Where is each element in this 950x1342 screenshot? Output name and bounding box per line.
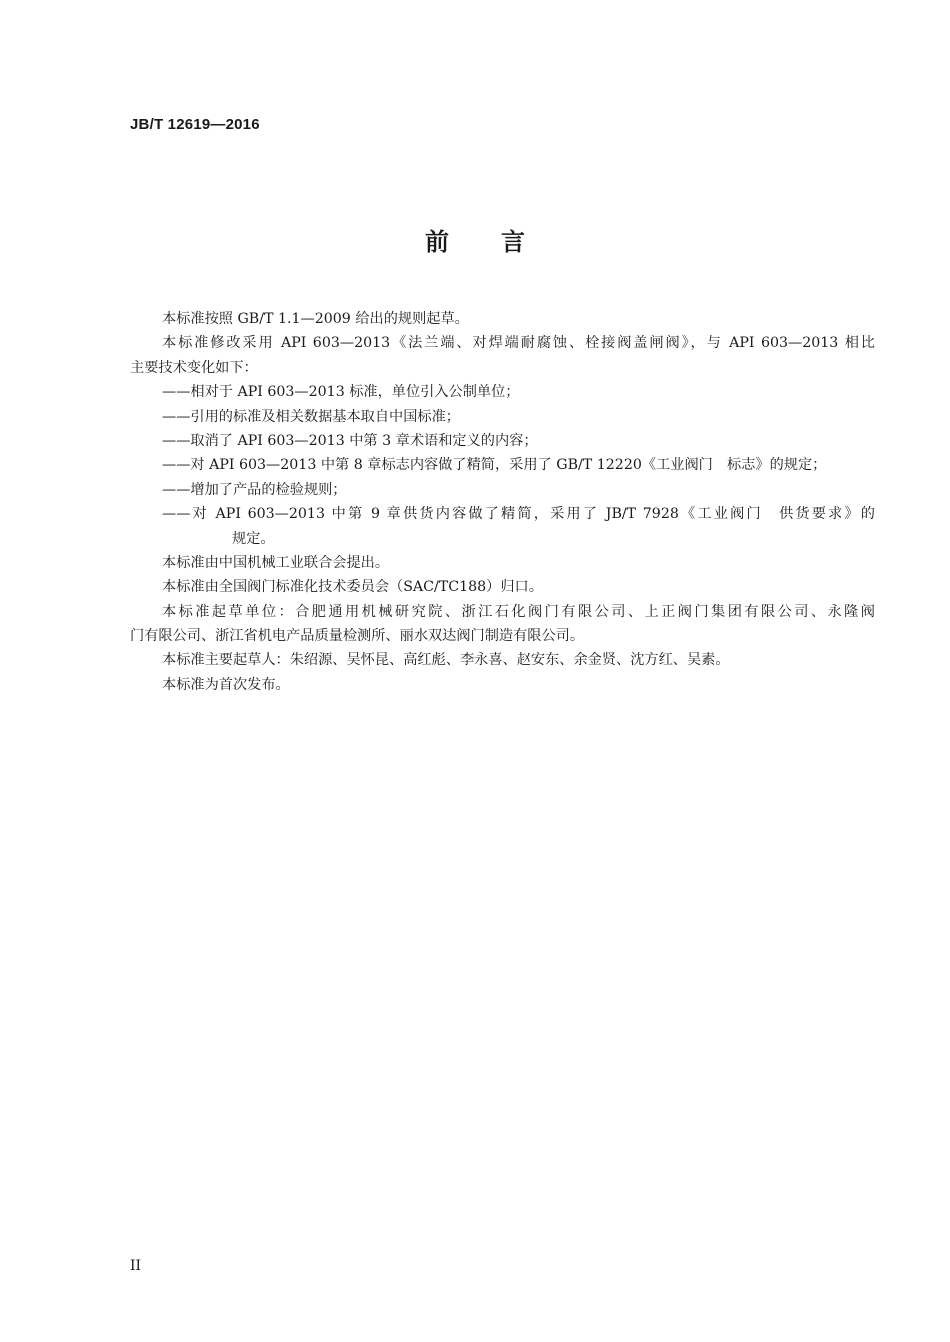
paragraph-drafting-rules: 本标准按照 GB/T 1.1—2009 给出的规则起草。 bbox=[162, 311, 469, 327]
paragraph-adoption-line2: 主要技术变化如下： bbox=[130, 359, 258, 376]
change-item-marking: ——对 API 603—2013 中第 8 章标志内容做了精简，采用了 GB/T 12220《工业阀门 标志》的规定； bbox=[162, 457, 827, 474]
paragraph-drafting-units-line1: 本标准起草单位：合肥通用机械研究院、浙江石化阀门有限公司、上正阀门集团有限公司、永隆阀 bbox=[162, 603, 875, 620]
page-number: II bbox=[130, 1258, 142, 1274]
paragraph-first-issue: 本标准为首次发布。 bbox=[162, 676, 290, 693]
change-item-supply-line1: ——对 API 603—2013 中第 9 章供货内容做了精简，采用了 JB/T 7928《工业阀门 供货要求》的 bbox=[162, 506, 875, 523]
standard-code: JB/T 12619—2016 bbox=[130, 116, 260, 133]
change-item-units: ——相对于 API 603—2013 标准，单位引入公制单位； bbox=[162, 384, 520, 401]
change-item-terms: ——取消了 API 603—2013 中第 3 章术语和定义的内容； bbox=[162, 432, 538, 449]
paragraph-drafters: 本标准主要起草人：朱绍源、吴怀昆、高红彪、李永喜、赵安东、余金贤、沈方红、吴素。 bbox=[162, 652, 730, 669]
change-item-supply-line2: 规定。 bbox=[232, 530, 275, 547]
foreword-body bbox=[130, 307, 875, 697]
change-item-standards: ——引用的标准及相关数据基本取自中国标准； bbox=[162, 408, 460, 425]
paragraph-drafting-units-line2: 门有限公司、浙江省机电产品质量检测所、丽水双达阀门制造有限公司。 bbox=[130, 628, 585, 645]
paragraph-proposer: 本标准由中国机械工业联合会提出。 bbox=[162, 554, 390, 571]
paragraph-adoption-line1: 本标准修改采用 API 603—2013《法兰端、对焊端耐腐蚀、栓接阀盖闸阀》，与 API 603—2013 相比 bbox=[162, 335, 875, 352]
page-title: 前言 bbox=[425, 228, 577, 256]
change-item-inspection: ——增加了产品的检验规则； bbox=[162, 481, 347, 498]
paragraph-committee: 本标准由全国阀门标准化技术委员会（SAC/TC188）归口。 bbox=[162, 579, 543, 596]
